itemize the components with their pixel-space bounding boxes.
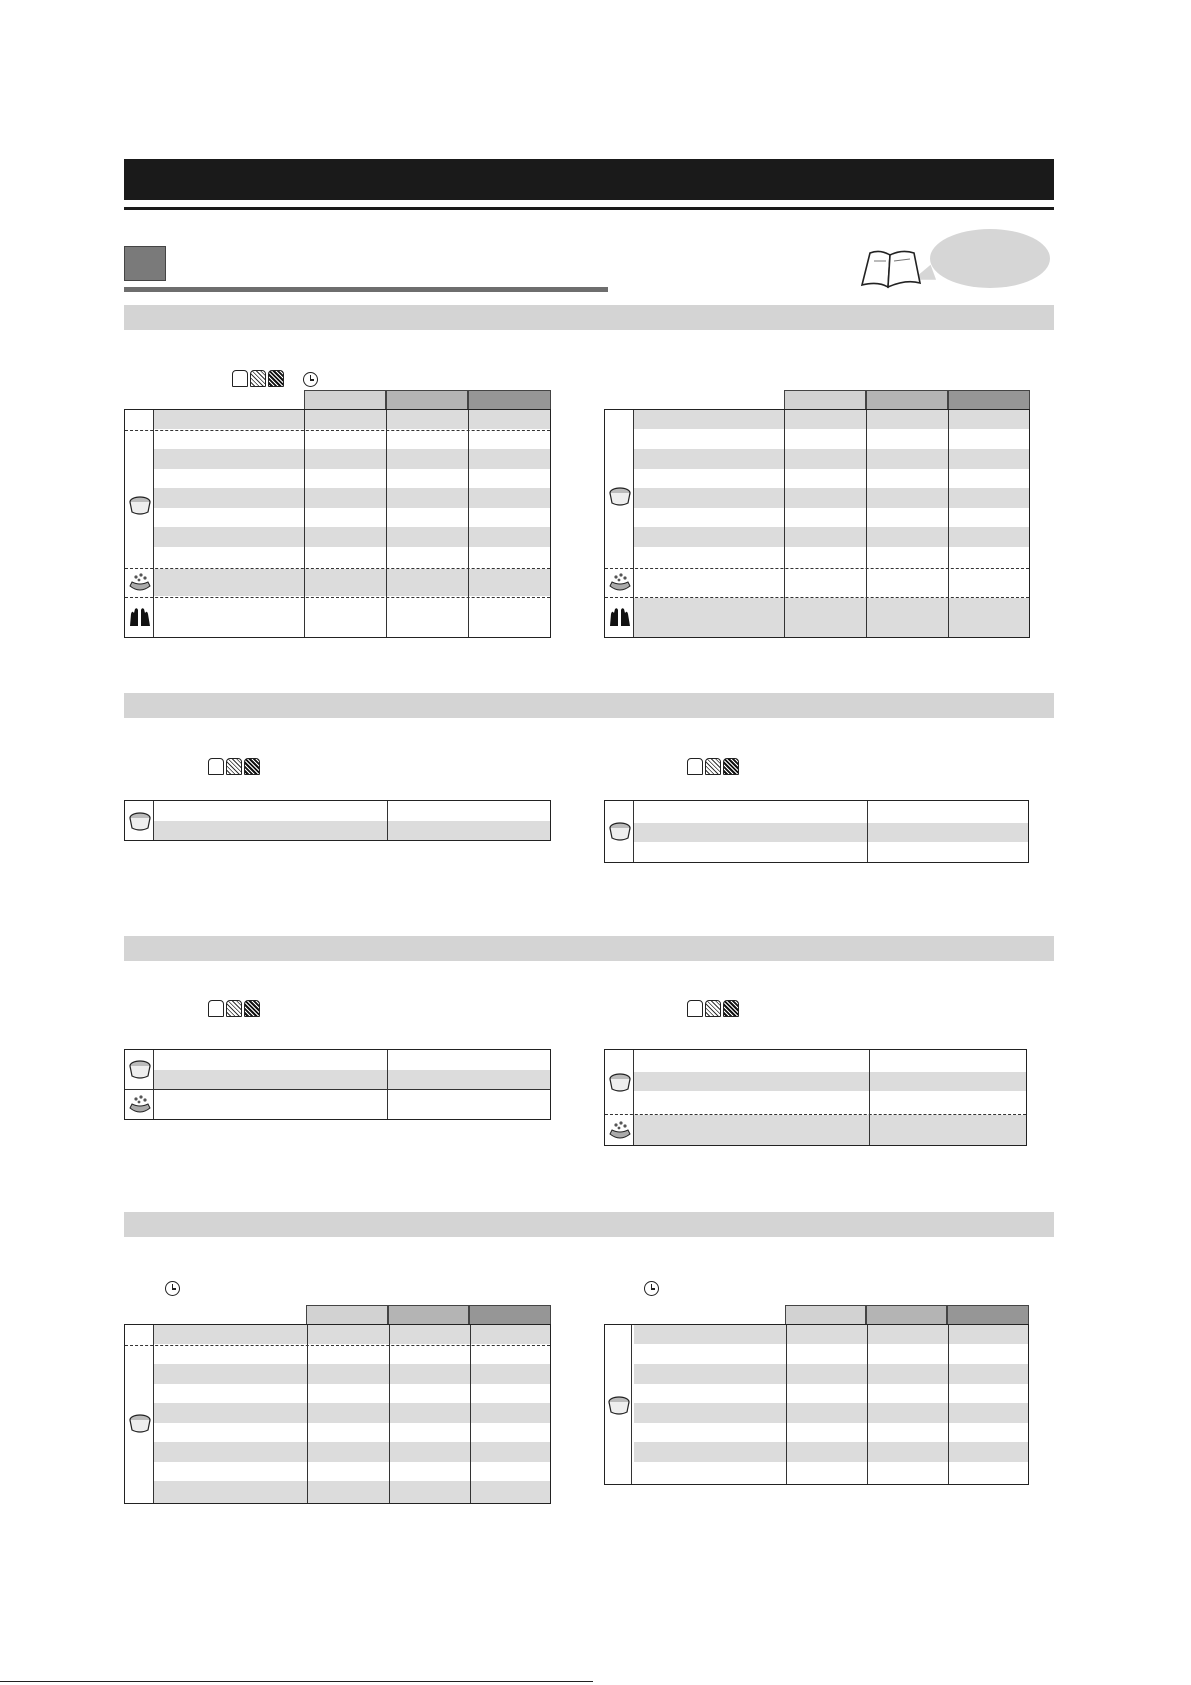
bread-pan-icon	[128, 493, 152, 517]
table-row	[605, 842, 1028, 862]
table-row	[154, 1442, 550, 1462]
crust-dark-icon	[268, 370, 284, 387]
table-s1-right	[604, 409, 1030, 638]
table-row	[154, 821, 550, 840]
crust-light-icon	[208, 1000, 224, 1017]
table-row	[154, 1070, 550, 1089]
table-row	[605, 547, 1029, 566]
table-row	[154, 1364, 550, 1384]
table-s4-left	[124, 1324, 551, 1504]
col-header-light	[304, 390, 386, 410]
oven-gloves-icon	[608, 606, 632, 628]
table-s3-left	[124, 1049, 551, 1120]
crust-medium-icon	[705, 758, 721, 775]
table-s2-left	[124, 800, 551, 841]
col-header-medium	[866, 1305, 947, 1325]
dough-icon	[128, 1094, 152, 1116]
table-row	[634, 527, 1029, 547]
table-row	[125, 430, 550, 449]
crust-medium-icon	[226, 1000, 242, 1017]
table-row	[154, 410, 550, 429]
table-row	[634, 410, 1029, 429]
bread-pan-icon	[128, 809, 152, 833]
crust-dark-icon	[244, 758, 260, 775]
crust-medium-icon	[226, 758, 242, 775]
col-header-light	[784, 390, 866, 410]
table-row	[125, 801, 550, 821]
crust-light-icon	[687, 1000, 703, 1017]
table-row	[605, 508, 1029, 527]
table-row	[605, 1462, 1028, 1484]
footer-rule	[0, 1681, 593, 1682]
table-row	[605, 569, 1029, 597]
col-header-medium	[388, 1305, 469, 1325]
table-row	[605, 1050, 1026, 1072]
table-row	[154, 569, 550, 596]
table-s1-left	[124, 409, 551, 638]
header-rule	[124, 207, 1054, 210]
table-row	[634, 1115, 1026, 1145]
table-row	[125, 1462, 550, 1481]
dough-icon	[128, 572, 152, 594]
timer-icon	[165, 1281, 180, 1296]
section-title-rule	[124, 287, 608, 292]
crust-light-icon	[232, 370, 248, 387]
section-band-1	[124, 305, 1054, 330]
crust-medium-icon	[705, 1000, 721, 1017]
bread-pan-icon	[607, 1393, 631, 1417]
table-row	[125, 1384, 550, 1403]
table-row	[634, 449, 1029, 469]
crust-medium-icon	[250, 370, 266, 387]
speech-bubble	[930, 229, 1050, 288]
table-row	[605, 801, 1028, 823]
timer-icon	[644, 1281, 659, 1296]
col-header-dark	[947, 1305, 1029, 1325]
col-header-dark	[468, 390, 551, 410]
table-row	[605, 469, 1029, 488]
table-row	[634, 1403, 1028, 1423]
table-s3-right	[604, 1049, 1027, 1146]
section-band-3	[124, 936, 1054, 961]
crust-light-icon	[687, 758, 703, 775]
table-row	[605, 1384, 1028, 1403]
crust-dark-icon	[723, 758, 739, 775]
table-s2-right	[604, 800, 1029, 863]
bread-pan-icon	[608, 484, 632, 508]
col-header-dark	[469, 1305, 551, 1325]
col-header-dark	[948, 390, 1030, 410]
table-row	[125, 1090, 550, 1119]
section-number-badge	[124, 246, 166, 281]
table-row	[125, 469, 550, 488]
crust-selector-icons	[687, 758, 739, 775]
table-row	[605, 1344, 1028, 1364]
page-header-bar	[124, 159, 1054, 200]
bread-pan-icon	[128, 1057, 152, 1081]
crust-selector-icons	[687, 1000, 739, 1017]
table-row	[605, 1423, 1028, 1442]
timer-icon	[303, 372, 318, 387]
crust-selector-icons	[232, 370, 284, 387]
table-s4-right	[604, 1324, 1029, 1485]
table-row	[154, 449, 550, 469]
bread-pan-icon	[608, 1070, 632, 1094]
table-row	[125, 1345, 550, 1364]
table-row	[634, 1442, 1028, 1462]
table-row	[125, 1050, 550, 1070]
table-row	[154, 1403, 550, 1423]
table-row	[634, 1364, 1028, 1384]
col-header-medium	[386, 390, 468, 410]
table-row	[125, 508, 550, 527]
table-row	[605, 1091, 1026, 1113]
bread-pan-icon	[128, 1411, 152, 1435]
col-header-light	[785, 1305, 866, 1325]
table-row	[154, 488, 550, 508]
bread-pan-icon	[608, 819, 632, 843]
col-header-medium	[866, 390, 948, 410]
table-row	[125, 1423, 550, 1442]
crust-dark-icon	[244, 1000, 260, 1017]
dough-icon	[608, 1120, 632, 1142]
dough-icon	[608, 572, 632, 594]
oven-gloves-icon	[128, 606, 152, 628]
section-band-2	[124, 693, 1054, 718]
open-book-icon	[858, 247, 924, 291]
table-row	[154, 1325, 550, 1344]
section-band-4	[124, 1212, 1054, 1237]
table-row	[605, 429, 1029, 449]
crust-dark-icon	[723, 1000, 739, 1017]
table-row	[125, 598, 550, 637]
crust-light-icon	[208, 758, 224, 775]
table-row	[125, 547, 550, 566]
crust-selector-icons	[208, 1000, 260, 1017]
table-row	[154, 527, 550, 547]
col-header-light	[306, 1305, 388, 1325]
table-row	[634, 1325, 1028, 1344]
table-row	[634, 488, 1029, 508]
table-row	[154, 1481, 550, 1503]
table-row	[634, 1072, 1026, 1091]
crust-selector-icons	[208, 758, 260, 775]
table-row	[634, 823, 1028, 842]
table-row	[634, 598, 1029, 637]
